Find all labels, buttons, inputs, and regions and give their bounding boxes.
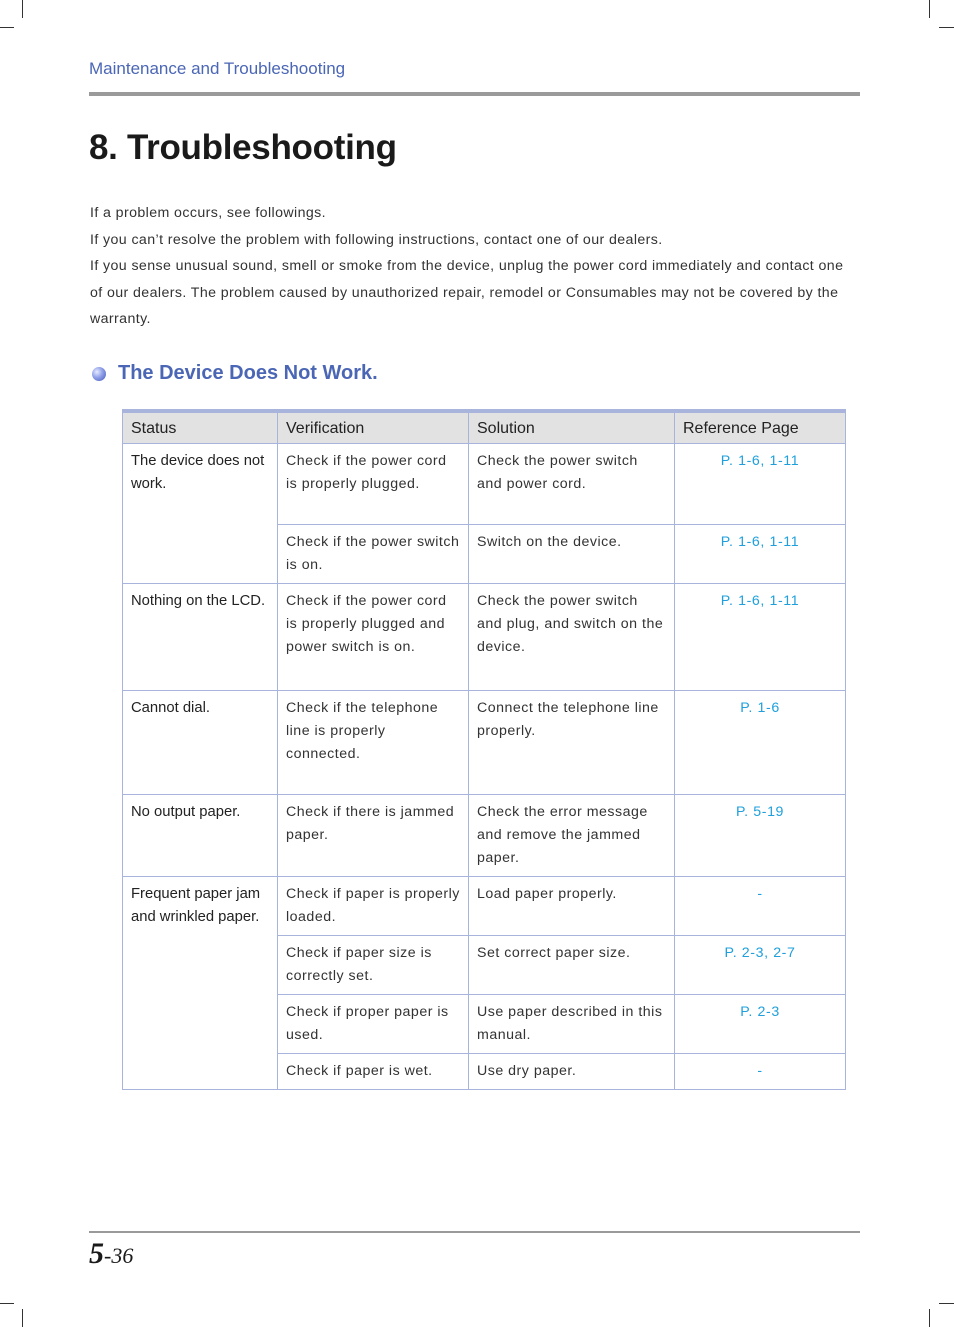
crop-mark [929, 0, 930, 18]
verification-cell: Check if paper is properly loaded. [278, 877, 469, 936]
status-cell: The device does not work. [123, 444, 278, 584]
bullet-icon [92, 367, 106, 381]
verification-cell: Check if paper size is correctly set. [278, 936, 469, 995]
intro-text [90, 200, 860, 333]
verification-cell: Check if the power cord is properly plugged and power switch is on. [278, 584, 469, 691]
crop-mark [22, 1309, 23, 1327]
status-cell: Frequent paper jam and wrinkled paper. [123, 877, 278, 1090]
solution-cell: Switch on the device. [469, 525, 675, 584]
verification-cell: Check if paper is wet. [278, 1054, 469, 1090]
reference-cell: - [675, 1054, 846, 1090]
verification-cell: Check if proper paper is used. [278, 995, 469, 1054]
verification-cell: Check if there is jammed paper. [278, 795, 469, 877]
solution-cell: Use dry paper. [469, 1054, 675, 1090]
section-heading [92, 362, 378, 385]
verification-cell: Check if the power switch is on. [278, 525, 469, 584]
chapter-number: 5 [89, 1237, 104, 1270]
reference-cell: P. 2-3, 2-7 [675, 936, 846, 995]
column-header-solution: Solution [469, 411, 675, 444]
solution-cell: Check the error message and remove the jammed paper. [469, 795, 675, 877]
reference-cell: P. 5-19 [675, 795, 846, 877]
reference-cell: - [675, 877, 846, 936]
crop-mark [929, 1309, 930, 1327]
reference-cell: P. 2-3 [675, 995, 846, 1054]
page-index: -36 [104, 1243, 134, 1268]
solution-cell: Use paper described in this manual. [469, 995, 675, 1054]
footer-rule [89, 1231, 860, 1233]
intro-line: If you sense unusual sound, smell or smoke from the device, unplug the power cord immediately and contact one of our dealers. The problem caused by unauthorized repair, remodel or Consumables may not be covered by the warranty. [90, 258, 844, 327]
column-header-verification: Verification [278, 411, 469, 444]
table-row [123, 877, 846, 936]
crop-mark [0, 27, 14, 28]
status-cell: Nothing on the LCD. [123, 584, 278, 691]
intro-line: If a problem occurs, see followings. [90, 205, 326, 221]
column-header-reference: Reference Page [675, 411, 846, 444]
column-header-status: Status [123, 411, 278, 444]
page-number [89, 1237, 133, 1271]
verification-cell: Check if the power cord is properly plugged. [278, 444, 469, 525]
table-row [123, 444, 846, 525]
table-header-row [123, 411, 846, 444]
solution-cell: Set correct paper size. [469, 936, 675, 995]
page-title: 8. Troubleshooting [89, 128, 397, 167]
reference-cell: P. 1-6, 1-11 [675, 584, 846, 691]
solution-cell: Check the power switch and power cord. [469, 444, 675, 525]
header-rule [89, 92, 860, 96]
status-cell: No output paper. [123, 795, 278, 877]
solution-cell: Check the power switch and plug, and switch on the device. [469, 584, 675, 691]
reference-cell: P. 1-6, 1-11 [675, 444, 846, 525]
header-title: Maintenance and Troubleshooting [89, 59, 346, 78]
troubleshooting-table [122, 409, 846, 1090]
reference-cell: P. 1-6 [675, 691, 846, 795]
reference-cell: P. 1-6, 1-11 [675, 525, 846, 584]
section-heading-text: The Device Does Not Work. [118, 362, 378, 384]
table-row [123, 795, 846, 877]
intro-line: If you can’t resolve the problem with following instructions, contact one of our dealers. [90, 231, 663, 248]
table-row [123, 584, 846, 691]
crop-mark [939, 27, 954, 28]
crop-mark [939, 1303, 954, 1304]
solution-cell: Load paper properly. [469, 877, 675, 936]
crop-mark [22, 0, 23, 18]
status-cell: Cannot dial. [123, 691, 278, 795]
solution-cell: Connect the telephone line properly. [469, 691, 675, 795]
verification-cell: Check if the telephone line is properly connected. [278, 691, 469, 795]
crop-mark [0, 1303, 14, 1304]
table-row [123, 691, 846, 795]
